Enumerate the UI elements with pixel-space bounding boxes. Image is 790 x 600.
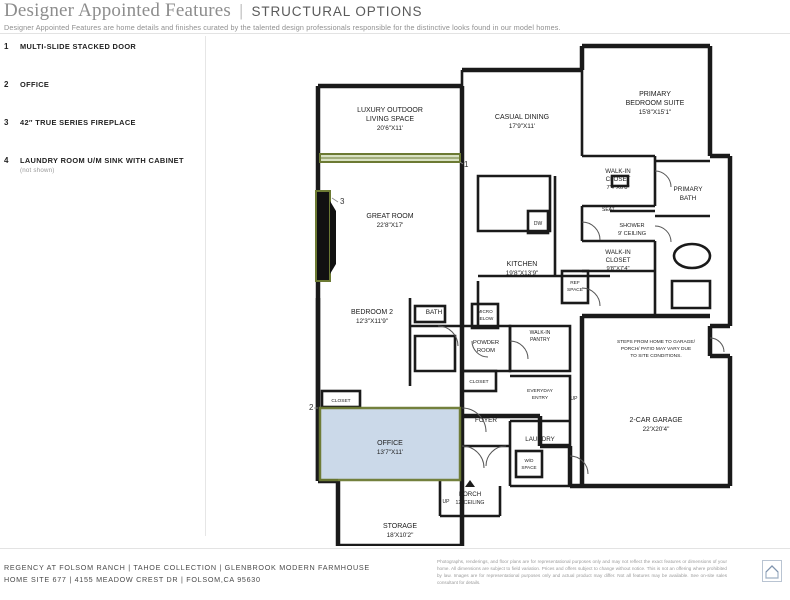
svg-text:13'7"X11': 13'7"X11'	[376, 449, 404, 456]
list-item	[0, 118, 200, 144]
svg-text:17'9"X11': 17'9"X11'	[508, 123, 536, 130]
svg-text:LUXURY OUTDOOR: LUXURY OUTDOOR	[357, 107, 423, 114]
svg-text:CLOSET: CLOSET	[469, 380, 489, 385]
svg-text:9' CEILING: 9' CEILING	[617, 231, 647, 237]
svg-text:POWDER: POWDER	[472, 340, 500, 346]
svg-text:18'X10'2": 18'X10'2"	[386, 532, 414, 539]
option-1-multislide-door	[320, 154, 460, 162]
page-description: Designer Appointed Features are home details and finishes curated by the talented design professionals responsible for the distinctive looks found in our model homes.	[4, 23, 561, 32]
callout-1: 1	[464, 160, 469, 169]
list-item	[0, 80, 200, 106]
footer-divider	[0, 548, 790, 549]
svg-text:PORCH: PORCH	[458, 491, 482, 498]
feature-number: 1	[4, 42, 9, 51]
svg-text:ENTRY: ENTRY	[531, 396, 549, 401]
svg-text:OFFICE: OFFICE	[377, 440, 403, 447]
svg-text:TO SITE CONDITIONS.: TO SITE CONDITIONS.	[630, 354, 682, 359]
community-line-1: REGENCY AT FOLSOM RANCH | TAHOE COLLECTION | GLENBROOK MODERN FARMHOUSE	[4, 563, 370, 572]
svg-text:BEDROOM 2: BEDROOM 2	[350, 309, 394, 316]
svg-text:12'3"X11'9": 12'3"X11'9"	[355, 318, 389, 325]
svg-text:WALK-IN: WALK-IN	[529, 330, 551, 336]
floor-plan	[210, 26, 788, 546]
svg-text:20'6"X11': 20'6"X11'	[376, 125, 404, 132]
svg-text:UP: UP	[570, 396, 578, 402]
svg-text:EVERYDAY: EVERYDAY	[527, 389, 553, 394]
feature-label: LAUNDRY ROOM U/M SINK WITH CABINET	[20, 156, 184, 165]
list-item	[0, 156, 200, 182]
svg-text:PRIMARY: PRIMARY	[673, 186, 703, 193]
svg-text:STEPS FROM HOME TO GARAGE/: STEPS FROM HOME TO GARAGE/	[617, 340, 695, 345]
svg-text:BEDROOM SUITE: BEDROOM SUITE	[625, 100, 685, 107]
list-item	[0, 42, 200, 68]
svg-text:BATH: BATH	[425, 309, 443, 316]
svg-text:SEAT: SEAT	[602, 207, 615, 213]
svg-text:BATH: BATH	[679, 195, 697, 202]
svg-text:SPACE: SPACE	[567, 288, 583, 293]
svg-text:FOYER: FOYER	[474, 417, 498, 424]
community-line-2: HOME SITE 677 | 4155 MEADOW CREST DR | FOLSOM,CA 95630	[4, 575, 261, 585]
vertical-divider	[205, 36, 206, 536]
svg-text:SHOWER: SHOWER	[619, 223, 645, 229]
feature-number: 2	[4, 80, 9, 89]
page-title: Designer Appointed Features	[4, 0, 232, 21]
title-row	[4, 0, 422, 22]
svg-text:PORCH/ PATIO MAY VARY DUE: PORCH/ PATIO MAY VARY DUE	[620, 347, 692, 352]
feature-label: 42″ TRUE SERIES FIREPLACE	[20, 118, 136, 127]
home-logo-icon	[762, 560, 782, 582]
page-subtitle-heading: STRUCTURAL OPTIONS	[251, 4, 423, 19]
callout-3: 3	[340, 197, 345, 206]
svg-text:BELOW: BELOW	[476, 316, 494, 321]
svg-text:GREAT ROOM: GREAT ROOM	[366, 213, 414, 220]
svg-text:LAUNDRY: LAUNDRY	[525, 436, 555, 443]
feature-label: OFFICE	[20, 80, 50, 89]
svg-text:22'8"X17': 22'8"X17'	[376, 222, 404, 229]
svg-text:REF: REF	[570, 281, 580, 286]
legal-disclaimer: Photographs, renderings, and floor plans are for representational purposes only and may not reflect the exact features or dimensions of your home. All dimensions are subject to field variation. Prices and offers subject to change without notice. This is not an offering where prohibited by law. Images are for representational purposes only and actual product may differ. Not all features may be available. See on-site sales consultant for details.	[437, 559, 727, 585]
svg-text:STORAGE: STORAGE	[382, 523, 418, 530]
svg-text:KITCHEN: KITCHEN	[506, 261, 538, 268]
svg-text:CASUAL DINING: CASUAL DINING	[494, 114, 550, 121]
feature-label: MULTI-SLIDE STACKED DOOR	[20, 42, 137, 51]
title-divider: |	[239, 1, 244, 20]
svg-text:SPACE: SPACE	[521, 465, 537, 470]
feature-number: 4	[4, 156, 9, 165]
svg-text:22'X20'4": 22'X20'4"	[642, 426, 670, 433]
svg-text:12' CEILING: 12' CEILING	[455, 500, 485, 506]
svg-text:CLOSET: CLOSET	[605, 257, 631, 264]
svg-text:9'8"X7'4": 9'8"X7'4"	[606, 266, 630, 272]
svg-text:DW: DW	[533, 221, 543, 227]
option-3-fireplace	[316, 191, 336, 281]
community-info	[4, 562, 370, 586]
svg-text:CLOSET: CLOSET	[331, 399, 351, 404]
feature-note: (not shown)	[20, 166, 55, 174]
svg-text:WALK-IN: WALK-IN	[605, 249, 631, 256]
svg-text:19'8"X13'9": 19'8"X13'9"	[505, 270, 539, 277]
page-footer	[0, 548, 790, 600]
svg-text:PANTRY: PANTRY	[530, 337, 550, 343]
svg-text:WALK-IN: WALK-IN	[605, 168, 631, 175]
svg-text:15'8"X15'1": 15'8"X15'1"	[638, 109, 672, 116]
svg-text:UP: UP	[442, 499, 450, 505]
svg-text:MICRO: MICRO	[477, 309, 493, 314]
svg-text:ROOM: ROOM	[476, 348, 496, 354]
svg-text:LIVING SPACE: LIVING SPACE	[365, 116, 415, 123]
callout-2: 2	[309, 403, 314, 412]
svg-text:2-CAR GARAGE: 2-CAR GARAGE	[629, 417, 683, 424]
feature-number: 3	[4, 118, 9, 127]
svg-text:7'4"X6'8": 7'4"X6'8"	[606, 185, 630, 191]
svg-text:W/D: W/D	[524, 458, 534, 463]
svg-text:PRIMARY: PRIMARY	[639, 91, 671, 98]
feature-list	[0, 42, 200, 194]
svg-text:CLOSET: CLOSET	[605, 176, 631, 183]
